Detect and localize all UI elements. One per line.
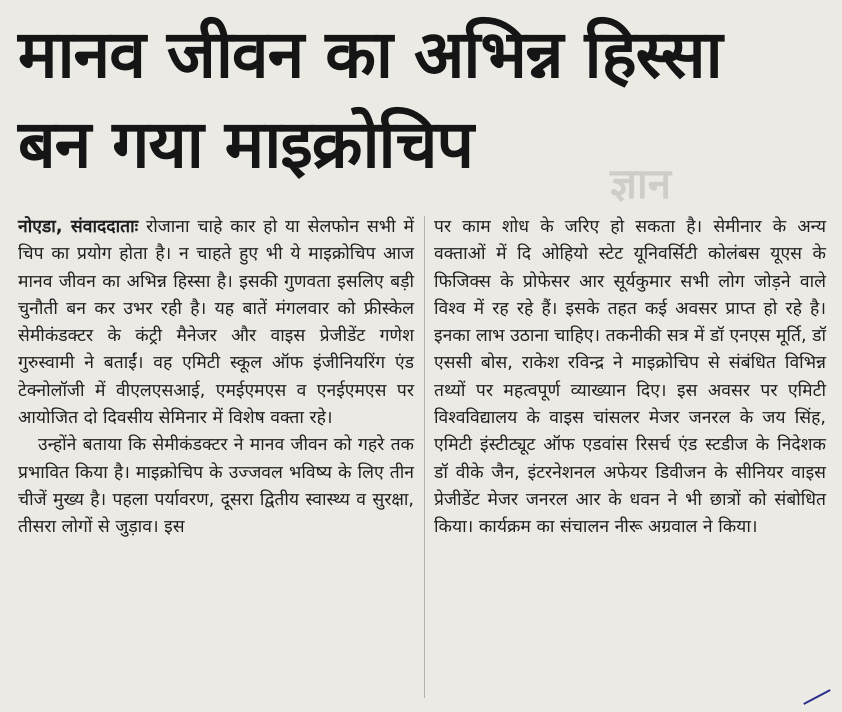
- article-paragraph-1: [18, 214, 414, 432]
- article-paragraph-3: पर काम शोध के जरिए हो सकता है। सेमीनार के अन्य वक्ताओं में दि ओहियो स्टेट यूनिवर्सिटी कोलंबस यूएस के फिजिक्स के प्रोफेसर आर सूर्यकुमार सभी लोग जोड़ने वाले विश्व में रह रहे हैं। इसके तहत कई अवसर प्राप्त हो रहे है। इनका लाभ उठाना चाहिए। तकनीकी सत्र में डॉ एनएस मूर्ति, डॉ एससी बोस, राकेश रविन्द्र ने माइक्रोचिप से संबंधित विभिन्न तथ्यों पर महत्वपूर्ण व्याख्यान दिए। इस अवसर पर एमिटी विश्वविद्यालय के वाइस चांसलर मेजर जनरल के जय सिंह, एमिटी इंस्टीट्यूट ऑफ एडवांस रिसर्च एंड स्टडीज के निदेशक डॉ वीके जैन, इंटरनेशनल अफेयर डिवीजन के सीनियर वाइस प्रेजीडेंट मेजर जनरल आर के धवन ने भी छात्रों को संबोधित किया। कार्यक्रम का संचालन नीरू अग्रवाल ने किया।: [434, 217, 826, 538]
- article-paragraph-2: उन्होंने बताया कि सेमीकंडक्टर ने मानव जीवन को गहरे तक प्रभावित किया है। माइक्रोचिप के उज्जवल भविष्य के लिए तीन चीजें मुख्य है। पहला पर्यावरण, दूसरा द्वितीय स्वास्थ्य व सुरक्षा, तीसरा लोगों से जुड़ाव। इस: [18, 435, 414, 538]
- headline-line-2: बन गया माइक्रोचिप: [18, 106, 474, 183]
- paragraph-1-text: रोजाना चाहे कार हो या सेलफोन सभी में चिप का प्रयोग होता है। न चाहते हुए भी ये माइक्रोचिप आज मानव जीवन का अभिन्न हिस्सा है। इसकी गुणवता इसलिए बड़ी चुनौती बन कर उभर रही है। यह बातें मंगलवार को फ्रीस्केल सेमीकंडक्टर के कंट्री मैनेजर और वाइस प्रेजीडेंट गणेश गुरुस्वामी ने बताईं। वह एमिटी स्कूल ऑफ इंजीनियरिंग एंड टेक्नोलॉजी में वीएलएसआई, एमईएमएस व एनईएमएस पर आयोजित दो दिवसीय सेमिनार में विशेष वक्ता रहे।: [18, 217, 414, 429]
- bleed-through-text: ज्ञान: [610, 159, 672, 208]
- pen-mark: [803, 689, 830, 705]
- dateline: नोएडा, संवाददाताः: [18, 217, 139, 237]
- column-divider: [424, 216, 425, 698]
- article-column-right: [434, 214, 826, 542]
- article-column-left: [18, 214, 414, 542]
- headline-line-1: मानव जीवन का अभिन्न हिस्सा: [18, 16, 722, 93]
